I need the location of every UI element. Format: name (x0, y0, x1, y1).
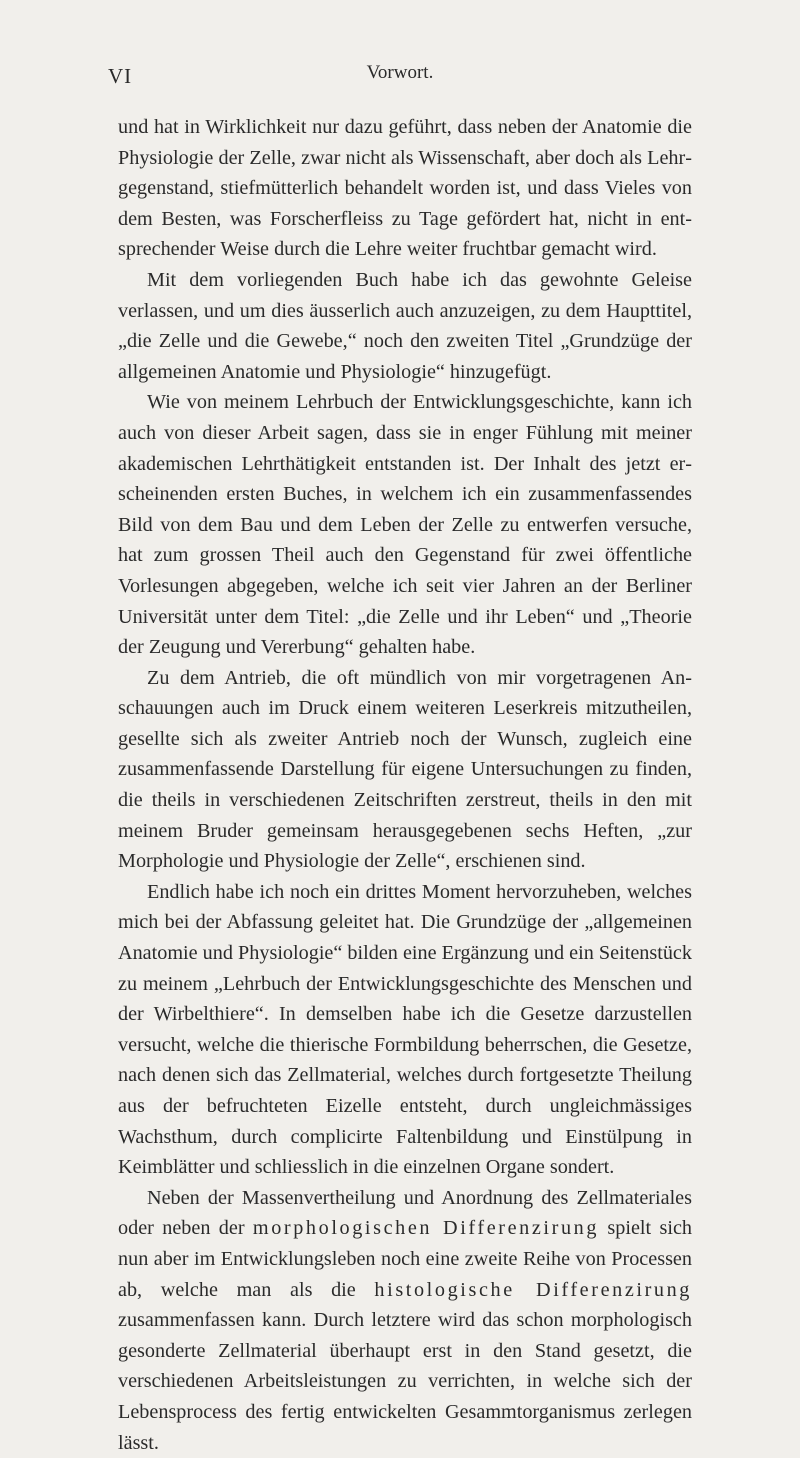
spaced-term: morphologischen Differenzirung (252, 1217, 600, 1240)
paragraph-4 (118, 663, 692, 877)
running-header (0, 60, 800, 90)
paragraph-text: Wie von meinem Lehrbuch der Entwicklungsgeschichte, kann ich auch von dieser Arbeit sagen, dass sie in enger Fühlung mit meiner akademischen Lehrthätigkeit entstanden ist. Der Inhalt des jetzt erscheinenden ersten Buches, in welchem ich ein zusammenfassendes Bild von dem Bau und dem Leben der Zelle zu entwerfen versuche, hat zum grossen Theil auch den Gegenstand für zwei öffentliche Vorlesungen abgegeben, welche ich seit vier Jahren an der Berliner Universität unter dem Titel: „die Zelle und ihr Leben“ und „Theorie der Zeugung und Vererbung“ gehalten habe. (118, 391, 692, 659)
paragraph-6 (118, 1183, 692, 1458)
body-text (118, 112, 692, 1458)
section-title: Vorwort. (366, 62, 434, 83)
paragraph-text: Zu dem Antrieb, die oft mündlich von mir vorgetragenen Anschauungen auch im Druck einem weiteren Leserkreis mitzutheilen, gesellte sich als zweiter Antrieb noch der Wunsch, zugleich eine zusammenfassende Darstellung für eigene Untersuchungen zu finden, die theils in verschiedenen Zeitschriften zerstreut, theils in den mit meinem Bruder gemeinsam herausgegebenen sechs Heften, „zur Morphologie und Physiologie der Zelle“, erschienen sind. (118, 666, 692, 873)
paragraph-1 (118, 112, 692, 265)
paragraph-2 (118, 265, 692, 387)
paragraph-text: und hat in Wirklichkeit nur dazu geführt, dass neben der Anatomie die Physiologie der Zelle, zwar nicht als Wissenschaft, aber doch als Lehrgegenstand, stiefmütterlich behandelt worden ist, und dass Vieles von dem Besten, was Forscherfleiss zu Tage gefördert hat, nicht in entsprechender Weise durch die Lehre weiter fruchtbar gemacht wird. (118, 116, 692, 261)
paragraph-text: Endlich habe ich noch ein drittes Moment hervorzuheben, welches mich bei der Abfassung geleitet hat. Die Grundzüge der „allgemeinen Anatomie und Physiologie“ bilden eine Ergänzung und ein Seitenstück zu meinem „Lehrbuch der Entwicklungsgeschichte des Menschen und der Wirbelthiere“. In demselben habe ich die Gesetze darzustellen versucht, welche die thierische Formbildung beherrschen, die Gesetze, nach denen sich das Zellmaterial, welches durch fortgesetzte Theilung aus der befruchteten Eizelle entsteht, durch ungleichmässiges Wachsthum, durch complicirte Faltenbildung und Einstülpung in Keimblätter und schliesslich in die einzelnen Organe sondert. (118, 880, 692, 1179)
paragraph-3 (118, 387, 692, 662)
paragraph-text: spielt sich nun aber im Entwicklungsleben noch eine zweite Reihe von Processen ab, welche man als die (118, 1217, 692, 1301)
paragraph-text: Neben der Massenvertheilung und Anordnung des Zellmateriales oder neben der (118, 1186, 692, 1240)
paragraph-text: zusammenfassen kann. Durch letztere wird das schon morphologisch gesonderte Zellmaterial überhaupt erst in den Stand gesetzt, die verschiedenen Arbeitsleistungen zu verrichten, in welche sich der Lebensprocess des fertig entwickelten Gesammtorganismus zerlegen lässt. (118, 1309, 692, 1454)
spaced-term: histologische Differenzirung (374, 1278, 692, 1301)
paragraph-text: Mit dem vorliegenden Buch habe ich das gewohnte Geleise verlassen, und um dies äusserlich auch anzuzeigen, zu dem Haupttitel, „die Zelle und die Gewebe,“ noch den zweiten Titel „Grundzüge der allgemeinen Anatomie und Physiologie“ hinzugefügt. (118, 268, 692, 383)
page-number: VI (108, 64, 133, 88)
paragraph-5 (118, 877, 692, 1183)
